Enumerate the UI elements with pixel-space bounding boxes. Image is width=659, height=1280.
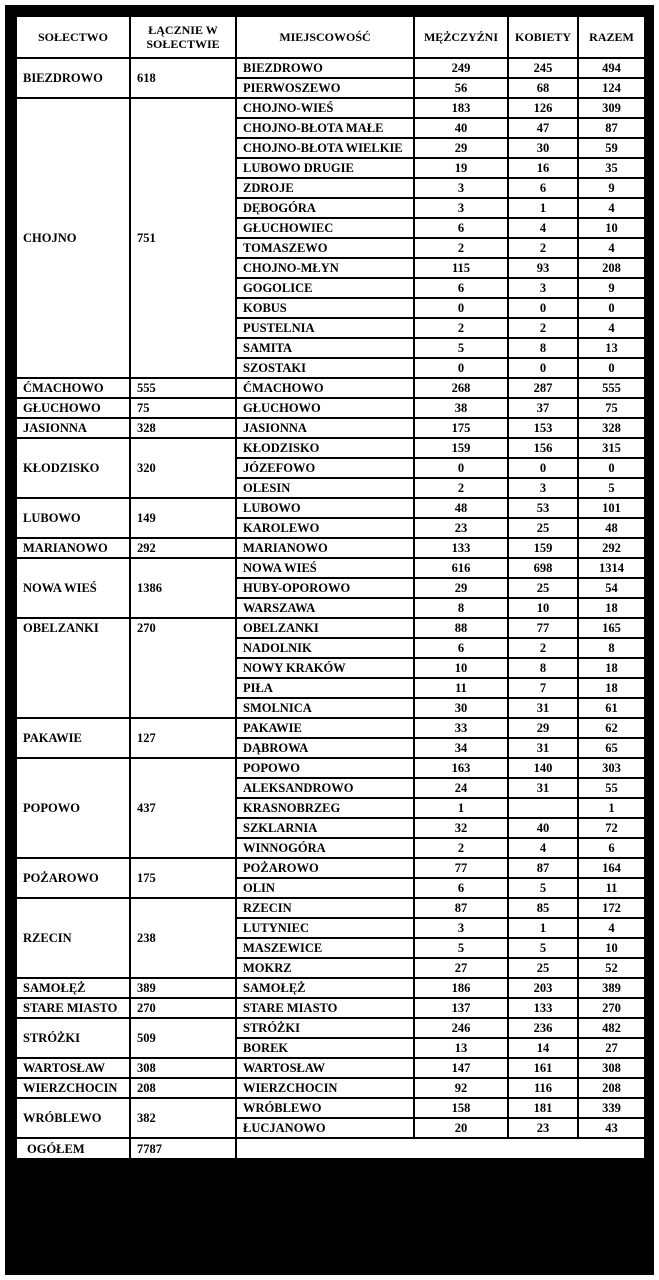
men-cell: 0	[414, 358, 508, 378]
sum-cell: 13	[578, 338, 645, 358]
place-cell: POPOWO	[236, 758, 414, 778]
solectwo-cell: NOWA WIEŚ	[16, 558, 130, 618]
women-cell: 10	[508, 598, 578, 618]
solectwo-total-cell: 1386	[130, 558, 236, 618]
women-cell: 140	[508, 758, 578, 778]
women-cell: 47	[508, 118, 578, 138]
place-cell: MASZEWICE	[236, 938, 414, 958]
sum-cell: 1	[578, 798, 645, 818]
women-cell: 2	[508, 638, 578, 658]
women-cell: 126	[508, 98, 578, 118]
header-solectwo: SOŁECTWO	[16, 16, 130, 58]
solectwo-cell: WIERZCHOCIN	[16, 1078, 130, 1098]
place-cell: HUBY-OPOROWO	[236, 578, 414, 598]
solectwo-total-cell: 389	[130, 978, 236, 998]
sum-cell: 10	[578, 938, 645, 958]
sum-cell: 8	[578, 638, 645, 658]
solectwo-cell: KŁODZISKO	[16, 438, 130, 498]
women-cell: 85	[508, 898, 578, 918]
table-row	[16, 978, 645, 998]
place-cell: BOREK	[236, 1038, 414, 1058]
women-cell: 1	[508, 198, 578, 218]
solectwo-total-cell: 238	[130, 898, 236, 978]
men-cell: 6	[414, 878, 508, 898]
women-cell: 159	[508, 538, 578, 558]
solectwo-cell: PAKAWIE	[16, 718, 130, 758]
table-row	[16, 398, 645, 418]
men-cell: 115	[414, 258, 508, 278]
place-cell: MOKRZ	[236, 958, 414, 978]
sum-cell: 303	[578, 758, 645, 778]
men-cell: 3	[414, 198, 508, 218]
women-cell: 4	[508, 218, 578, 238]
men-cell: 19	[414, 158, 508, 178]
table-row	[16, 898, 645, 918]
place-cell: SAMOŁĘŻ	[236, 978, 414, 998]
sum-cell: 62	[578, 718, 645, 738]
place-cell: STRÓŻKI	[236, 1018, 414, 1038]
sum-cell: 208	[578, 258, 645, 278]
men-cell: 33	[414, 718, 508, 738]
place-cell: RZECIN	[236, 898, 414, 918]
solectwo-cell: BIEZDROWO	[16, 58, 130, 98]
men-cell: 6	[414, 638, 508, 658]
solectwo-total-cell: 270	[130, 618, 236, 718]
men-cell: 159	[414, 438, 508, 458]
men-cell: 1	[414, 798, 508, 818]
solectwo-cell: OBELZANKI	[16, 618, 130, 718]
solectwo-cell: RZECIN	[16, 898, 130, 978]
men-cell: 268	[414, 378, 508, 398]
place-cell: KAROLEWO	[236, 518, 414, 538]
women-cell: 161	[508, 1058, 578, 1078]
men-cell: 20	[414, 1118, 508, 1138]
solectwo-cell: LUBOWO	[16, 498, 130, 538]
sum-cell: 48	[578, 518, 645, 538]
sum-cell: 4	[578, 318, 645, 338]
women-cell: 287	[508, 378, 578, 398]
place-cell: WIERZCHOCIN	[236, 1078, 414, 1098]
solectwo-cell: WRÓBLEWO	[16, 1098, 130, 1138]
men-cell: 158	[414, 1098, 508, 1118]
men-cell: 0	[414, 298, 508, 318]
sum-cell: 11	[578, 878, 645, 898]
sum-cell: 18	[578, 598, 645, 618]
header-row	[16, 16, 645, 58]
women-cell: 31	[508, 698, 578, 718]
men-cell: 92	[414, 1078, 508, 1098]
table-row	[16, 378, 645, 398]
place-cell: PUSTELNIA	[236, 318, 414, 338]
men-cell: 48	[414, 498, 508, 518]
place-cell: SMOLNICA	[236, 698, 414, 718]
men-cell: 2	[414, 318, 508, 338]
place-cell: NADOLNIK	[236, 638, 414, 658]
men-cell: 0	[414, 458, 508, 478]
men-cell: 40	[414, 118, 508, 138]
men-cell: 147	[414, 1058, 508, 1078]
women-cell: 3	[508, 478, 578, 498]
women-cell: 5	[508, 878, 578, 898]
table-row	[16, 58, 645, 78]
women-cell: 236	[508, 1018, 578, 1038]
grand-total: 7787	[130, 1138, 236, 1159]
women-cell	[508, 798, 578, 818]
women-cell: 116	[508, 1078, 578, 1098]
place-cell: JASIONNA	[236, 418, 414, 438]
table-row	[16, 538, 645, 558]
women-cell: 31	[508, 738, 578, 758]
sum-cell: 27	[578, 1038, 645, 1058]
women-cell: 23	[508, 1118, 578, 1138]
table-row	[16, 1078, 645, 1098]
women-cell: 698	[508, 558, 578, 578]
place-cell: PIERWOSZEWO	[236, 78, 414, 98]
sum-cell: 494	[578, 58, 645, 78]
solectwo-total-cell: 328	[130, 418, 236, 438]
solectwo-cell: POŻAROWO	[16, 858, 130, 898]
men-cell: 88	[414, 618, 508, 638]
men-cell: 5	[414, 938, 508, 958]
solectwo-cell: GŁUCHOWO	[16, 398, 130, 418]
sum-cell: 208	[578, 1078, 645, 1098]
place-cell: NOWA WIEŚ	[236, 558, 414, 578]
place-cell: OLESIN	[236, 478, 414, 498]
place-cell: KŁODZISKO	[236, 438, 414, 458]
table-row	[16, 618, 645, 638]
sum-cell: 43	[578, 1118, 645, 1138]
table-row	[16, 858, 645, 878]
sum-cell: 52	[578, 958, 645, 978]
men-cell: 249	[414, 58, 508, 78]
sum-cell: 292	[578, 538, 645, 558]
place-cell: PAKAWIE	[236, 718, 414, 738]
header-place: MIEJSCOWOŚĆ	[236, 16, 414, 58]
sum-cell: 72	[578, 818, 645, 838]
sum-cell: 0	[578, 458, 645, 478]
place-cell: SZOSTAKI	[236, 358, 414, 378]
place-cell: POŻAROWO	[236, 858, 414, 878]
place-cell: WARSZAWA	[236, 598, 414, 618]
sum-cell: 87	[578, 118, 645, 138]
table-row	[16, 718, 645, 738]
men-cell: 3	[414, 918, 508, 938]
solectwo-cell: CHOJNO	[16, 98, 130, 378]
women-cell: 53	[508, 498, 578, 518]
men-cell: 56	[414, 78, 508, 98]
women-cell: 4	[508, 838, 578, 858]
men-cell: 11	[414, 678, 508, 698]
men-cell: 6	[414, 218, 508, 238]
sum-cell: 1314	[578, 558, 645, 578]
women-cell: 203	[508, 978, 578, 998]
women-cell: 0	[508, 358, 578, 378]
sum-cell: 59	[578, 138, 645, 158]
sum-cell: 54	[578, 578, 645, 598]
table-row	[16, 1018, 645, 1038]
sum-cell: 482	[578, 1018, 645, 1038]
sum-cell: 315	[578, 438, 645, 458]
women-cell: 6	[508, 178, 578, 198]
women-cell: 8	[508, 338, 578, 358]
men-cell: 10	[414, 658, 508, 678]
place-cell: CHOJNO-BŁOTA MAŁE	[236, 118, 414, 138]
men-cell: 23	[414, 518, 508, 538]
place-cell: PIŁA	[236, 678, 414, 698]
women-cell: 87	[508, 858, 578, 878]
men-cell: 77	[414, 858, 508, 878]
document-frame	[5, 5, 654, 1275]
solectwo-cell: SAMOŁĘŻ	[16, 978, 130, 998]
sum-cell: 0	[578, 298, 645, 318]
solectwo-total-cell: 437	[130, 758, 236, 858]
sum-cell: 270	[578, 998, 645, 1018]
total-label: OGÓŁEM	[16, 1138, 130, 1159]
header-men: MĘŻCZYŹNI	[414, 16, 508, 58]
place-cell: KRASNOBRZEG	[236, 798, 414, 818]
sum-cell: 61	[578, 698, 645, 718]
table-row	[16, 998, 645, 1018]
place-cell: TOMASZEWO	[236, 238, 414, 258]
table-row	[16, 438, 645, 458]
sum-cell: 339	[578, 1098, 645, 1118]
men-cell: 186	[414, 978, 508, 998]
place-cell: JÓZEFOWO	[236, 458, 414, 478]
men-cell: 2	[414, 838, 508, 858]
solectwo-cell: STRÓŻKI	[16, 1018, 130, 1058]
sum-cell: 10	[578, 218, 645, 238]
place-cell: ŁUCJANOWO	[236, 1118, 414, 1138]
sum-cell: 4	[578, 198, 645, 218]
women-cell: 25	[508, 958, 578, 978]
solectwo-cell: ĆMACHOWO	[16, 378, 130, 398]
place-cell: KOBUS	[236, 298, 414, 318]
place-cell: LUBOWO DRUGIE	[236, 158, 414, 178]
women-cell: 77	[508, 618, 578, 638]
place-cell: WARTOSŁAW	[236, 1058, 414, 1078]
place-cell: DĄBROWA	[236, 738, 414, 758]
men-cell: 183	[414, 98, 508, 118]
table-row	[16, 758, 645, 778]
table-row	[16, 498, 645, 518]
men-cell: 246	[414, 1018, 508, 1038]
women-cell: 25	[508, 578, 578, 598]
place-cell: LUBOWO	[236, 498, 414, 518]
men-cell: 13	[414, 1038, 508, 1058]
solectwo-cell: POPOWO	[16, 758, 130, 858]
men-cell: 27	[414, 958, 508, 978]
sum-cell: 4	[578, 238, 645, 258]
sum-cell: 164	[578, 858, 645, 878]
men-cell: 32	[414, 818, 508, 838]
solectwo-cell: WARTOSŁAW	[16, 1058, 130, 1078]
women-cell: 0	[508, 458, 578, 478]
sum-cell: 389	[578, 978, 645, 998]
solectwo-total-cell: 382	[130, 1098, 236, 1138]
women-cell: 156	[508, 438, 578, 458]
solectwo-total-cell: 175	[130, 858, 236, 898]
sum-cell: 308	[578, 1058, 645, 1078]
table-row	[16, 1058, 645, 1078]
women-cell: 153	[508, 418, 578, 438]
sum-cell: 9	[578, 278, 645, 298]
solectwo-total-cell: 127	[130, 718, 236, 758]
men-cell: 2	[414, 238, 508, 258]
women-cell: 0	[508, 298, 578, 318]
place-cell: WRÓBLEWO	[236, 1098, 414, 1118]
sum-cell: 5	[578, 478, 645, 498]
solectwo-total-cell: 555	[130, 378, 236, 398]
sum-cell: 555	[578, 378, 645, 398]
sum-cell: 165	[578, 618, 645, 638]
women-cell: 5	[508, 938, 578, 958]
place-cell: CHOJNO-BŁOTA WIELKIE	[236, 138, 414, 158]
place-cell: NOWY KRAKÓW	[236, 658, 414, 678]
men-cell: 163	[414, 758, 508, 778]
men-cell: 133	[414, 538, 508, 558]
total-row	[16, 1138, 645, 1159]
solectwo-total-cell: 509	[130, 1018, 236, 1058]
table-row	[16, 1098, 645, 1118]
place-cell: SZKLARNIA	[236, 818, 414, 838]
place-cell: CHOJNO-MŁYN	[236, 258, 414, 278]
sum-cell: 101	[578, 498, 645, 518]
women-cell: 29	[508, 718, 578, 738]
place-cell: GŁUCHOWO	[236, 398, 414, 418]
women-cell: 37	[508, 398, 578, 418]
solectwo-total-cell: 751	[130, 98, 236, 378]
place-cell: ALEKSANDROWO	[236, 778, 414, 798]
sum-cell: 35	[578, 158, 645, 178]
place-cell: GOGOLICE	[236, 278, 414, 298]
table-row	[16, 98, 645, 118]
place-cell: LUTYNIEC	[236, 918, 414, 938]
place-cell: WINNOGÓRA	[236, 838, 414, 858]
women-cell: 181	[508, 1098, 578, 1118]
men-cell: 3	[414, 178, 508, 198]
men-cell: 30	[414, 698, 508, 718]
solectwo-total-cell: 308	[130, 1058, 236, 1078]
place-cell: OBELZANKI	[236, 618, 414, 638]
solectwo-total-cell: 208	[130, 1078, 236, 1098]
women-cell: 1	[508, 918, 578, 938]
women-cell: 31	[508, 778, 578, 798]
place-cell: SAMITA	[236, 338, 414, 358]
solectwo-cell: STARE MIASTO	[16, 998, 130, 1018]
solectwo-cell: JASIONNA	[16, 418, 130, 438]
solectwo-total-cell: 270	[130, 998, 236, 1018]
women-cell: 68	[508, 78, 578, 98]
population-table	[15, 15, 646, 1160]
sum-cell: 124	[578, 78, 645, 98]
women-cell: 30	[508, 138, 578, 158]
women-cell: 245	[508, 58, 578, 78]
sum-cell: 6	[578, 838, 645, 858]
men-cell: 616	[414, 558, 508, 578]
table-body	[16, 58, 645, 1159]
place-cell: GŁUCHOWIEC	[236, 218, 414, 238]
women-cell: 14	[508, 1038, 578, 1058]
women-cell: 133	[508, 998, 578, 1018]
sum-cell: 18	[578, 678, 645, 698]
place-cell: OLIN	[236, 878, 414, 898]
sum-cell: 4	[578, 918, 645, 938]
women-cell: 2	[508, 238, 578, 258]
sum-cell: 9	[578, 178, 645, 198]
women-cell: 7	[508, 678, 578, 698]
sum-cell: 309	[578, 98, 645, 118]
header-total: ŁĄCZNIE W SOŁECTWIE	[130, 16, 236, 58]
men-cell: 87	[414, 898, 508, 918]
men-cell: 34	[414, 738, 508, 758]
place-cell: ĆMACHOWO	[236, 378, 414, 398]
women-cell: 93	[508, 258, 578, 278]
women-cell: 8	[508, 658, 578, 678]
sum-cell: 55	[578, 778, 645, 798]
men-cell: 175	[414, 418, 508, 438]
women-cell: 3	[508, 278, 578, 298]
women-cell: 16	[508, 158, 578, 178]
women-cell: 25	[508, 518, 578, 538]
solectwo-total-cell: 618	[130, 58, 236, 98]
place-cell: DĘBOGÓRA	[236, 198, 414, 218]
men-cell: 8	[414, 598, 508, 618]
solectwo-total-cell: 75	[130, 398, 236, 418]
sum-cell: 328	[578, 418, 645, 438]
place-cell: BIEZDROWO	[236, 58, 414, 78]
place-cell: CHOJNO-WIEŚ	[236, 98, 414, 118]
sum-cell: 18	[578, 658, 645, 678]
women-cell: 2	[508, 318, 578, 338]
header-sum: RAZEM	[578, 16, 645, 58]
men-cell: 38	[414, 398, 508, 418]
table-row	[16, 418, 645, 438]
men-cell: 29	[414, 578, 508, 598]
place-cell: MARIANOWO	[236, 538, 414, 558]
solectwo-total-cell: 292	[130, 538, 236, 558]
sum-cell: 0	[578, 358, 645, 378]
solectwo-total-cell: 149	[130, 498, 236, 538]
men-cell: 6	[414, 278, 508, 298]
men-cell: 5	[414, 338, 508, 358]
header-women: KOBIETY	[508, 16, 578, 58]
place-cell: STARE MIASTO	[236, 998, 414, 1018]
solectwo-cell: MARIANOWO	[16, 538, 130, 558]
men-cell: 24	[414, 778, 508, 798]
place-cell: ZDROJE	[236, 178, 414, 198]
men-cell: 29	[414, 138, 508, 158]
men-cell: 137	[414, 998, 508, 1018]
solectwo-total-cell: 320	[130, 438, 236, 498]
sum-cell: 172	[578, 898, 645, 918]
table-row	[16, 558, 645, 578]
total-blank	[236, 1138, 645, 1159]
men-cell: 2	[414, 478, 508, 498]
sum-cell: 75	[578, 398, 645, 418]
table-header	[16, 16, 645, 58]
women-cell: 40	[508, 818, 578, 838]
sum-cell: 65	[578, 738, 645, 758]
